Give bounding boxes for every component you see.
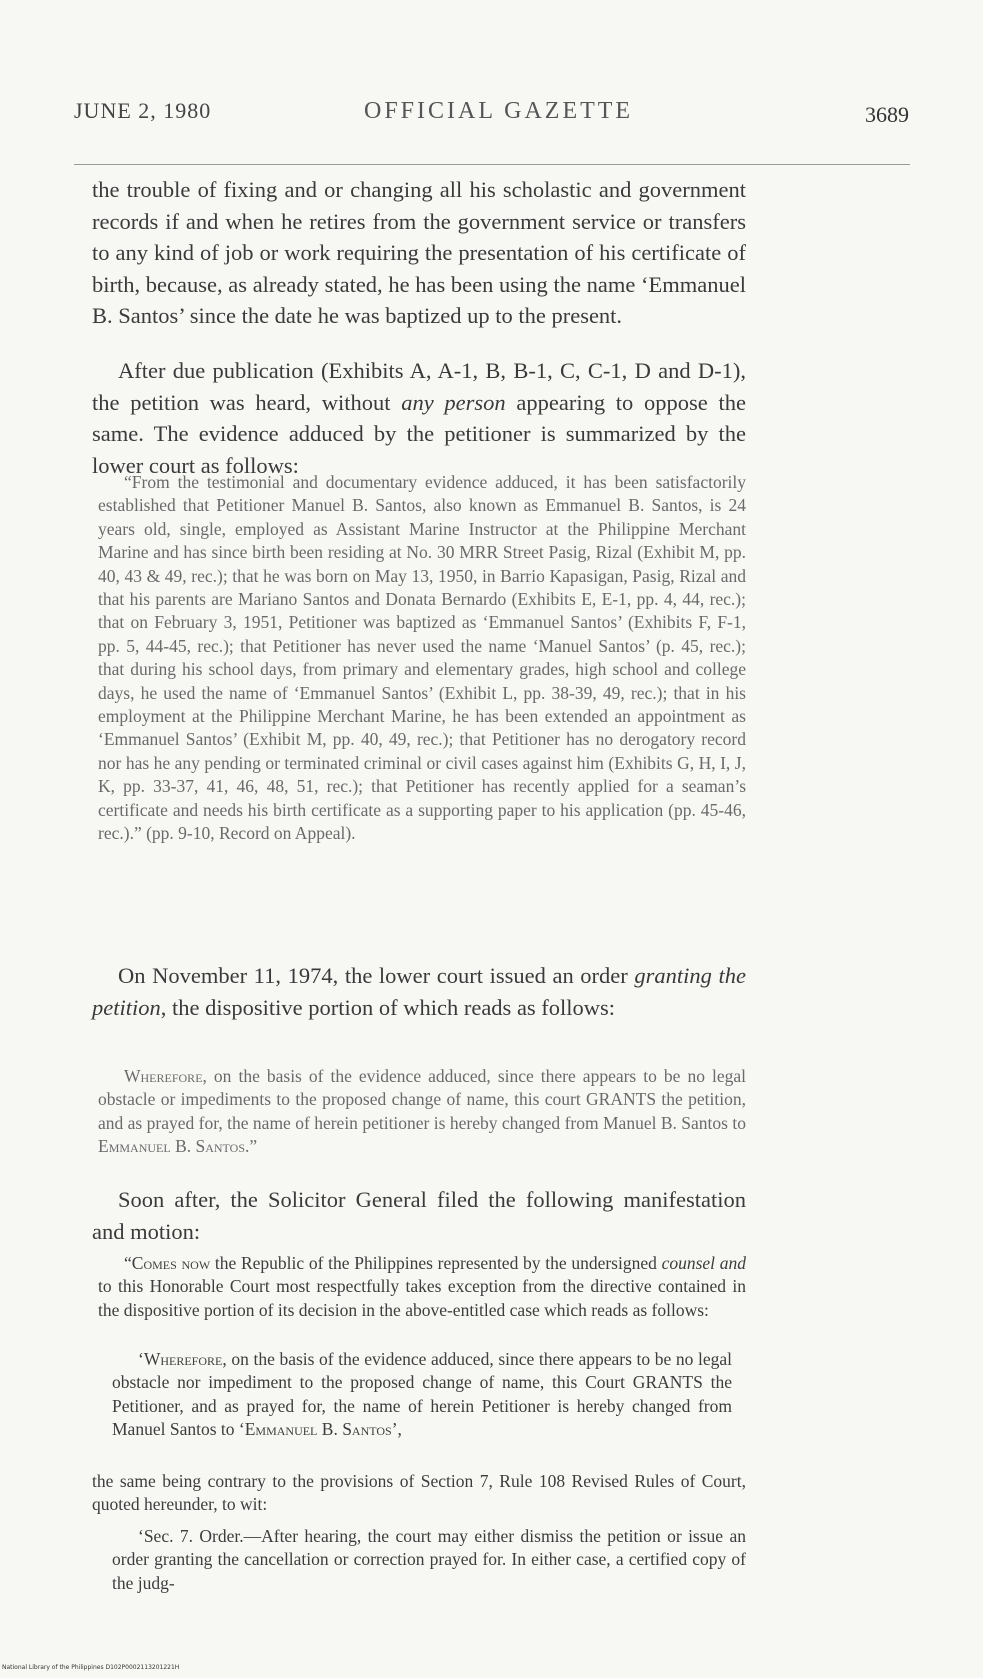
paragraph-2: After due publication (Exhibits A, A-1, B, B-1, C, C-1, D and D-1), the petition was heard, without any person appearing to oppose the same. The evidence adduced by the petitioner is summarized by the lower court as follows:: [92, 358, 746, 478]
quote-nested-wherefore: ‘Wherefore, on the basis of the evidence adduced, since there appears to be no legal obstacle nor impediment to the proposed change of name, this Court GRANTS the Petitioner, and as prayed for, the name of herein Petitioner is hereby changed from Manuel Santos to ‘Emmanuel B. Santos’,: [112, 1349, 732, 1440]
header-page-number: 3689: [865, 102, 909, 127]
quote-manifestation: “Comes now the Republic of the Philippines represented by the undersigned counsel and to this Honorable Court most respectfully takes exception from the directive contained in the dispositive portion of its decision in the above-entitled case which reads as follows:: [98, 1253, 746, 1320]
quote-section-7: ‘Sec. 7. Order.—After hearing, the court may either dismiss the petition or issue an order granting the cancellation or correction prayed for. In either case, a certified copy of the judg-: [112, 1526, 746, 1593]
paragraph-5: the same being contrary to the provisions of Section 7, Rule 108 Revised Rules of Court, quoted hereunder, to wit:: [92, 1471, 746, 1515]
header-rule: [74, 164, 910, 165]
paragraph-1: the trouble of fixing and or changing all his scholastic and government records if and when he retires from the government service or transfers to any kind of job or work requiring the presentation of his certificate of birth, because, as already stated, he has been using the name ‘Emmanuel B. Santos’ since the date he was baptized up to the present.: [92, 177, 746, 329]
page-header: [74, 98, 909, 134]
paragraph-3: On November 11, 1974, the lower court issued an order granting the petition, the dispositive portion of which reads as follows:: [92, 963, 746, 1020]
quote-lower-court-summary: “From the testimonial and documentary evidence adduced, it has been satisfactorily established that Petitioner Manuel B. Santos, also known as Emmanuel B. Santos, is 24 years old, single, employed as Assistant Marine Instructor at the Philippine Merchant Marine and has since birth been residing at No. 30 MRR Street Pasig, Rizal (Exhibit M, pp. 40, 43 & 49, rec.); that he was born on May 13, 1950, in Barrio Kapasigan, Pasig, Rizal and that his parents are Mariano Santos and Donata Bernardo (Exhibits E, E-1, pp. 4, 44, rec.); that on February 3, 1951, Petitioner was baptized as ‘Emmanuel Santos’ (Exhibits F, F-1, pp. 5, 44-45, rec.); that Petitioner has never used the name ‘Manuel Santos’ (p. 45, rec.); that during his school days, from primary and elementary grades, high school and college days, he used the name of ‘Emmanuel Santos’ (Exhibit L, pp. 38-39, 49, rec.); that in his employment at the Philippine Merchant Marine, he has been extended an appointment as ‘Emmanuel Santos’ (Exhibit M, pp. 40, 49, rec.); that Petitioner has no derogatory record nor has he any pending or terminated criminal or civil cases against him (Exhibits G, H, I, J, K, pp. 33-37, 41, 46, 48, 51, rec.); that Petitioner has recently applied for a seaman’s certificate and needs his birth certificate as a supporting paper to his application (pp. 45-46, rec.).” (pp. 9-10, Record on Appeal).: [98, 472, 746, 844]
scan-footer: National Library of the Philippines D102P0002113201221H: [2, 1664, 180, 1671]
header-title: OFFICIAL GAZETTE: [364, 98, 634, 124]
paragraph-4: Soon after, the Solicitor General filed the following manifestation and motion:: [92, 1187, 746, 1244]
header-date: JUNE 2, 1980: [74, 98, 212, 123]
quote-dispositive-portion: Wherefore, on the basis of the evidence adduced, since there appears to be no legal obstacle or impediments to the proposed change of name, this court GRANTS the petition, and as prayed for, the name of herein petitioner is hereby changed from Manuel B. Santos to Emmanuel B. Santos.”: [98, 1066, 746, 1157]
